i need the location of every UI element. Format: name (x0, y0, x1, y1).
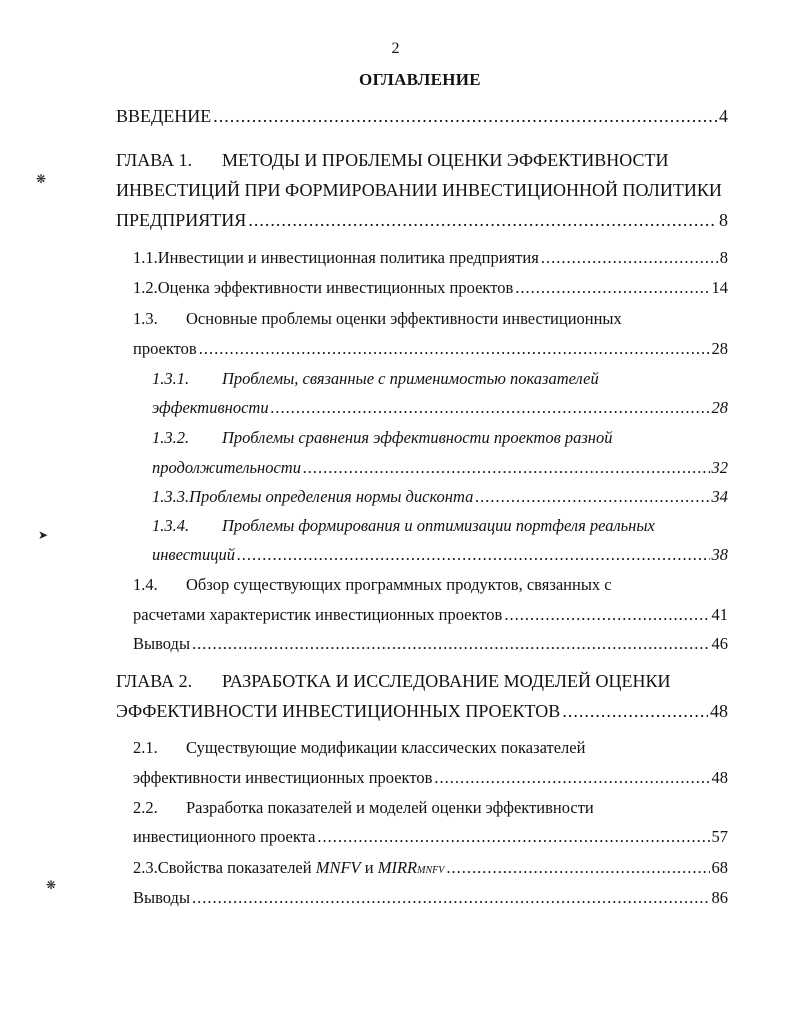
toc-entry-page: 86 (711, 888, 728, 907)
dot-leader (213, 106, 717, 127)
toc-entry-chapter-2[interactable] (116, 671, 728, 695)
toc-entry-title-line-2: ЭФФЕКТИВНОСТИ ИНВЕСТИЦИОННЫХ ПРОЕКТОВ (116, 701, 561, 721)
toc-entry-number: 1.3.4. (152, 516, 190, 535)
dot-leader (562, 701, 708, 722)
toc-entry-page: 48 (710, 701, 728, 721)
toc-entry-2-3[interactable] (133, 858, 728, 882)
toc-entry-title-line-2: инвестиционного проекта (133, 827, 316, 846)
toc-entry-title-line-1: Разработка показателей и моделей оценки эффективности (186, 798, 594, 817)
dot-leader (434, 768, 709, 788)
toc-entry-title-line-1: Проблемы сравнения эффективности проектов разной (222, 428, 613, 447)
toc-title: ОГЛАВЛЕНИЕ (359, 70, 481, 89)
toc-entry-title: Инвестиции и инвестиционная политика предприятия (157, 248, 539, 267)
toc-entry-page: 28 (711, 339, 728, 358)
toc-entry-introduction[interactable] (116, 106, 728, 130)
toc-entry-1-4[interactable] (133, 575, 728, 599)
toc-entry-number: 1.1. (133, 248, 158, 267)
toc-entry-title: Проблемы определения нормы дисконта (189, 487, 474, 506)
toc-entry-title-line-1: РАЗРАБОТКА И ИССЛЕДОВАНИЕ МОДЕЛЕЙ ОЦЕНКИ (222, 671, 671, 691)
mirr-symbol: MIRR (377, 858, 418, 877)
toc-entry-2-1-line-2 (133, 768, 728, 792)
toc-entry-1-2[interactable] (133, 278, 728, 302)
toc-entry-page: 48 (711, 768, 728, 787)
toc-entry-number: 1.2. (133, 278, 158, 297)
toc-entry-number: 2.1. (133, 738, 158, 757)
toc-entry-title-line-2: ИНВЕСТИЦИЙ ПРИ ФОРМИРОВАНИИ ИНВЕСТИЦИОННОЙ ПОЛИТИКИ (116, 180, 722, 200)
toc-entry-page: 4 (719, 106, 728, 126)
dot-leader (271, 398, 710, 418)
toc-entry-title-line-1: Проблемы формирования и оптимизации портфеля реальных (222, 516, 655, 535)
toc-entry-page: 38 (711, 545, 728, 564)
toc-entry-title: Оценка эффективности инвестиционных проектов (157, 278, 514, 297)
toc-entry-page: 8 (719, 248, 728, 267)
toc-entry-chapter-1[interactable] (116, 150, 728, 174)
dot-leader (317, 827, 709, 847)
toc-entry-2-2-line-2 (133, 827, 728, 851)
dot-leader (446, 858, 709, 878)
toc-entry-title-line-1: Обзор существующих программных продуктов, связанных с (186, 575, 612, 594)
page-number: 2 (391, 40, 400, 57)
toc-entry-title-line-1: Основные проблемы оценки эффективности инвестиционных (186, 309, 622, 328)
toc-entry-1-3-4-line-2 (152, 545, 728, 569)
toc-entry-1-3-2-line-2 (152, 458, 728, 482)
toc-entry-number: 1.3.1. (152, 369, 190, 388)
scan-speck-mark: ➤ (38, 528, 49, 542)
toc-entry-number: 1.3.2. (152, 428, 190, 447)
toc-entry-1-4-line-2 (133, 605, 728, 629)
toc-entry-number: 1.3.3. (152, 487, 190, 506)
toc-entry-1-3-1-line-2 (152, 398, 728, 422)
toc-entry-title: Выводы (133, 888, 191, 907)
toc-entry-1-3-3[interactable] (152, 487, 728, 511)
scan-speck-mark: ❋ (46, 878, 57, 892)
toc-entry-page: 32 (711, 458, 728, 477)
toc-entry-number: 2.3. (133, 858, 158, 877)
dot-leader (237, 545, 710, 565)
toc-entry-page: 8 (719, 210, 728, 230)
toc-entry-number: ГЛАВА 1. (116, 150, 193, 170)
dot-leader (192, 888, 709, 908)
toc-entry-2-1[interactable] (133, 738, 728, 762)
dot-leader (475, 487, 709, 507)
toc-entry-page: 46 (711, 634, 728, 653)
toc-entry-title-line-1: Существующие модификации классических показателей (186, 738, 586, 757)
toc-entry-conjunction: и (364, 858, 374, 877)
toc-entry-1-3-1[interactable] (152, 369, 728, 393)
scan-speck-mark: ❋ (36, 172, 47, 186)
toc-entry-title-line-2: расчетами характеристик инвестиционных проектов (133, 605, 503, 624)
toc-entry-title: Выводы (133, 634, 191, 653)
toc-entry-title-line-2: инвестиций (152, 545, 235, 564)
toc-entry-page: 68 (711, 858, 728, 877)
toc-entry-page: 28 (711, 398, 728, 417)
toc-entry-page: 34 (711, 487, 728, 506)
toc-entry-page: 41 (711, 605, 728, 624)
toc-entry-1-3-2[interactable] (152, 428, 728, 452)
toc-entry-chapter-2-line-2 (116, 701, 728, 725)
toc-entry-1-1[interactable] (133, 248, 728, 272)
toc-entry-number: 1.3. (133, 309, 158, 328)
toc-entry-title-line-1: Проблемы, связанные с применимостью показателей (222, 369, 599, 388)
dot-leader (199, 339, 710, 359)
toc-entry-title-line-2: эффективности инвестиционных проектов (133, 768, 433, 787)
toc-entry-2-2[interactable] (133, 798, 728, 822)
toc-entry-chapter-1-line-3 (116, 210, 728, 234)
toc-entry-1-3-4[interactable] (152, 516, 728, 540)
toc-entry-title-prefix: Свойства показателей (157, 858, 312, 877)
toc-entry-title-line-1: МЕТОДЫ И ПРОБЛЕМЫ ОЦЕНКИ ЭФФЕКТИВНОСТИ (222, 150, 669, 170)
toc-entry-number: 2.2. (133, 798, 158, 817)
toc-entry-title-line-2: эффективности (152, 398, 269, 417)
dot-leader (504, 605, 709, 625)
mirr-subscript: MNFV (417, 865, 445, 876)
toc-entry-conclusions-2[interactable] (133, 888, 728, 912)
dot-leader (248, 210, 717, 231)
toc-entry-title: ВВЕДЕНИЕ (116, 106, 212, 126)
dot-leader (303, 458, 710, 478)
dot-leader (192, 634, 709, 654)
toc-entry-title-line-2: проектов (133, 339, 197, 358)
toc-entry-page: 57 (711, 827, 728, 846)
toc-entry-number: 1.4. (133, 575, 158, 594)
toc-entry-number: ГЛАВА 2. (116, 671, 193, 691)
toc-entry-chapter-1-line-2 (116, 180, 728, 204)
mnfv-symbol: MNFV (315, 858, 361, 877)
toc-entry-title-line-3: ПРЕДПРИЯТИЯ (116, 210, 247, 230)
toc-entry-conclusions-1[interactable] (133, 634, 728, 658)
toc-entry-title-line-2: продолжительности (152, 458, 301, 477)
toc-entry-1-3[interactable] (133, 309, 728, 333)
toc-entry-1-3-line-2 (133, 339, 728, 363)
dot-leader (515, 278, 709, 298)
dot-leader (541, 248, 718, 268)
toc-entry-page: 14 (711, 278, 728, 297)
